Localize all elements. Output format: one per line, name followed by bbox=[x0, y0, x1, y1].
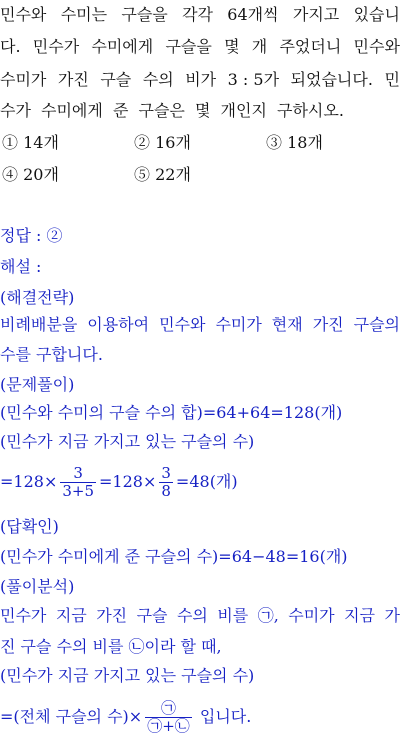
choice-4: ④ 20개 bbox=[2, 165, 59, 184]
choice-1: ① 14개 bbox=[2, 133, 59, 152]
formula-denominator: ㉠+㉡ bbox=[147, 716, 190, 735]
strategy-line-2: 수를 구합니다. bbox=[0, 345, 103, 364]
solve-line-2: (민수가 지금 가지고 있는 구슬의 수) bbox=[0, 432, 255, 451]
formula-part-a: =(전체 구슬의 수)× bbox=[0, 707, 143, 726]
fraction-2 bbox=[159, 465, 173, 500]
choice-3: ③ 18개 bbox=[266, 133, 323, 152]
strategy-line-1: 비례배분을 이용하여 민수와 수미가 현재 가진 구슬의 bbox=[0, 315, 400, 334]
formula-numerator: ㉠ bbox=[161, 698, 177, 717]
choice-5: ⑤ 22개 bbox=[134, 165, 191, 184]
check-line: (민수가 수미에게 준 구슬의 수)=64−48=16(개) bbox=[0, 547, 348, 566]
formula-part-b: 입니다. bbox=[194, 707, 252, 726]
problem-line-1: 민수와 수미는 구슬을 각각 64개씩 가지고 있습니 bbox=[0, 5, 400, 24]
answer-line: 정답 : ② bbox=[0, 226, 63, 245]
fraction-2-denominator: 8 bbox=[161, 481, 171, 500]
problem-line-2: 다. 민수가 수미에게 구슬을 몇 개 주었더니 민수와 bbox=[0, 37, 400, 56]
strategy-header: (해결전략) bbox=[0, 288, 75, 307]
fraction-1 bbox=[60, 465, 96, 500]
solve-equation bbox=[0, 463, 400, 501]
problem-line-3: 수미가 가진 구슬 수의 비가 3 : 5가 되었습니다. 민 bbox=[0, 70, 400, 89]
check-header: (답확인) bbox=[0, 517, 59, 536]
equation-part-b: =128× bbox=[99, 472, 157, 491]
fraction-2-numerator: 3 bbox=[161, 463, 171, 482]
analysis-line-1: 민수가 지금 가진 구슬 수의 비를 ㉠, 수미가 지금 가 bbox=[0, 606, 400, 625]
equation-part-c: =48(개) bbox=[175, 472, 238, 491]
analysis-formula bbox=[0, 697, 400, 737]
analysis-header: (풀이분석) bbox=[0, 577, 75, 596]
solve-header: (문제풀이) bbox=[0, 375, 75, 394]
analysis-line-2: 진 구슬 수의 비를 ㉡이라 할 때, bbox=[0, 637, 222, 656]
equation-part-a: =128× bbox=[0, 472, 58, 491]
fraction-1-denominator: 3+5 bbox=[62, 481, 95, 500]
choice-2: ② 16개 bbox=[134, 133, 191, 152]
solve-line-1: (민수와 수미의 구슬 수의 합)=64+64=128(개) bbox=[0, 403, 343, 422]
problem-line-4: 수가 수미에게 준 구슬은 몇 개인지 구하시오. bbox=[0, 101, 344, 120]
fraction-1-numerator: 3 bbox=[73, 463, 83, 482]
analysis-line-3: (민수가 지금 가지고 있는 구슬의 수) bbox=[0, 666, 255, 685]
formula-fraction bbox=[145, 700, 192, 735]
explanation-label: 해설 : bbox=[0, 257, 42, 276]
